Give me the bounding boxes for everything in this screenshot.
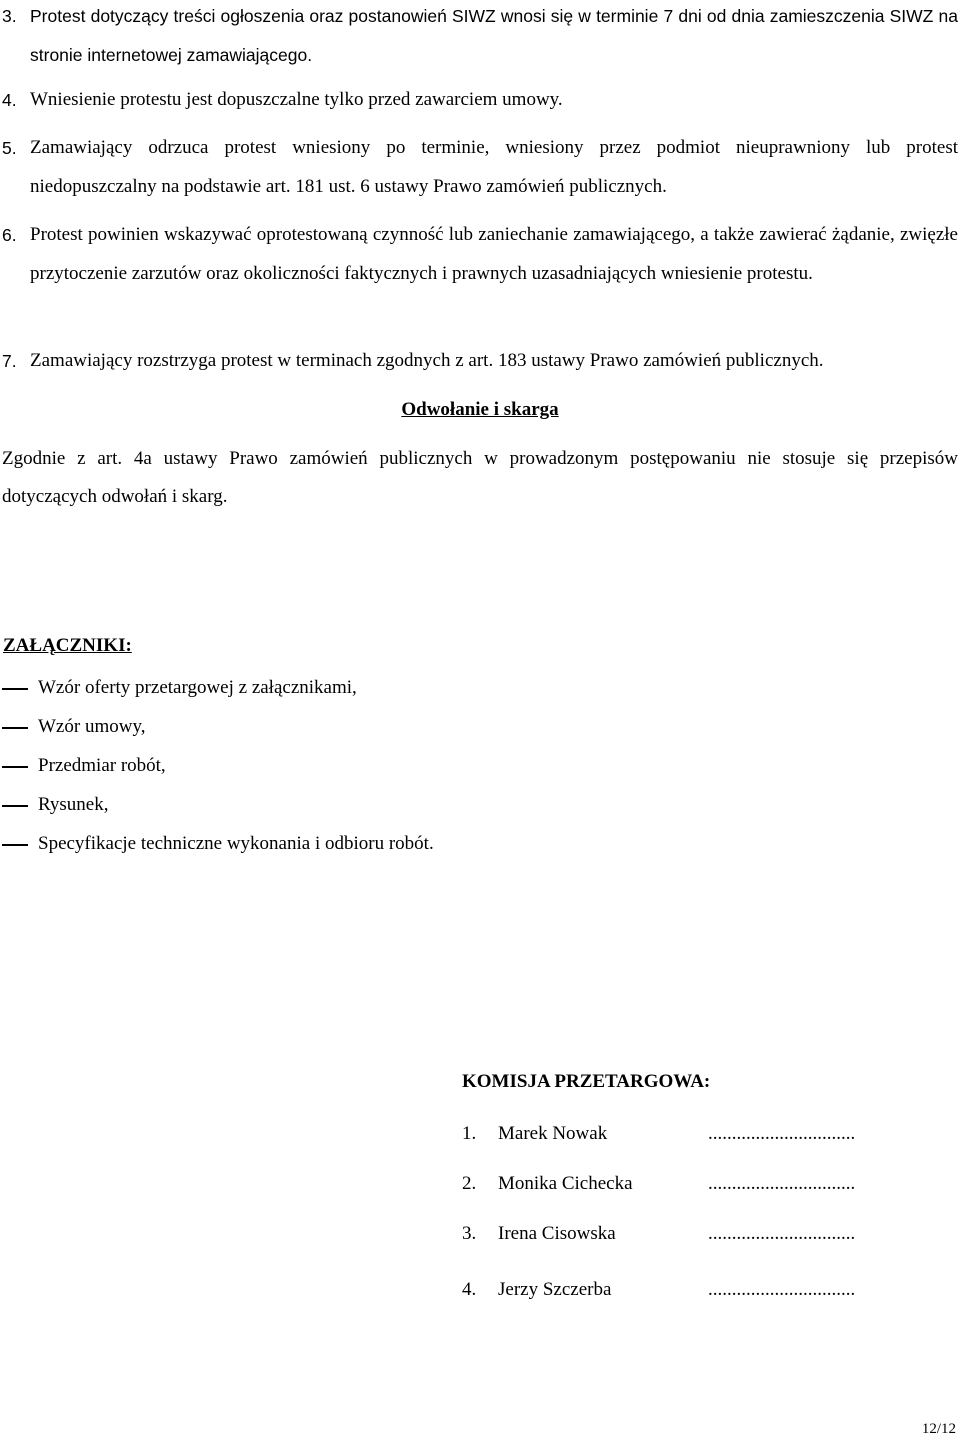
attachment-item xyxy=(0,830,700,869)
member-name: Monika Cichecka xyxy=(498,1173,633,1194)
attachment-label: Rysunek, xyxy=(38,794,109,815)
commission-heading: KOMISJA PRZETARGOWA: xyxy=(462,1071,711,1092)
attachment-item xyxy=(0,674,700,713)
page-number: 12/12 xyxy=(921,1421,956,1437)
signature-line: ............................... xyxy=(708,1223,856,1244)
member-number: 1. xyxy=(462,1123,477,1144)
list-item-3 xyxy=(2,0,958,74)
dash-bullet-icon xyxy=(2,688,28,690)
list-item-text: Protest powinien wskazywać oprotestowaną czynność lub zaniechanie zamawiającego, a także zawierać żądanie, zwięzłe przytoczenie zarzutów oraz okoliczności faktycznych i prawnych uzasadniających wniesienie protestu. xyxy=(30,224,958,284)
attachments-list xyxy=(0,674,700,869)
member-number: 4. xyxy=(462,1279,477,1300)
list-item-5 xyxy=(2,129,958,206)
dash-bullet-icon xyxy=(2,727,28,729)
commission-member xyxy=(462,1220,942,1248)
list-item-7 xyxy=(2,342,958,381)
dash-bullet-icon xyxy=(2,844,28,846)
section-paragraph-appeals: Zgodnie z art. 4a ustawy Prawo zamówień publicznych w prowadzonym postępowaniu nie stosuje się przepisów dotyczących odwołań i skarg. xyxy=(2,448,958,507)
member-name: Marek Nowak xyxy=(498,1123,608,1144)
list-item-number: 4. xyxy=(2,90,17,110)
signature-line: ............................... xyxy=(708,1173,856,1194)
signature-line: ............................... xyxy=(708,1279,856,1300)
attachment-label: Wzór umowy, xyxy=(38,716,146,737)
list-item-number: 7. xyxy=(2,351,17,371)
list-item-number: 6. xyxy=(2,225,17,245)
member-number: 3. xyxy=(462,1223,477,1244)
member-name: Jerzy Szczerba xyxy=(498,1279,612,1300)
commission-member xyxy=(462,1120,942,1148)
commission-member xyxy=(462,1170,942,1198)
commission-block xyxy=(462,1068,942,1300)
list-item-6 xyxy=(2,216,958,293)
attachment-item xyxy=(0,791,700,830)
dash-bullet-icon xyxy=(2,805,28,807)
dash-bullet-icon xyxy=(2,766,28,768)
attachment-item xyxy=(0,752,700,791)
list-item-text: Protest dotyczący treści ogłoszenia oraz postanowień SIWZ wnosi się w terminie 7 dni od dnia zamieszczenia SIWZ na stronie internetowej zamawiającego. xyxy=(30,6,958,65)
list-item-4 xyxy=(2,81,958,120)
attachments-heading: ZAŁĄCZNIKI: xyxy=(3,635,132,656)
list-item-text: Zamawiający odrzuca protest wniesiony po terminie, wniesiony przez podmiot nieuprawniony lub protest niedopuszczalny na podstawie art. 181 ust. 6 ustawy Prawo zamówień publicznych. xyxy=(30,137,958,197)
list-item-text: Zamawiający rozstrzyga protest w terminach zgodnych z art. 183 ustawy Prawo zamówień publicznych. xyxy=(30,350,824,371)
list-item-number: 3. xyxy=(2,6,17,26)
attachment-item xyxy=(0,713,700,752)
attachment-label: Przedmiar robót, xyxy=(38,755,166,776)
member-number: 2. xyxy=(462,1173,477,1194)
commission-member xyxy=(462,1276,942,1304)
member-name: Irena Cisowska xyxy=(498,1223,616,1244)
attachment-label: Wzór oferty przetargowej z załącznikami, xyxy=(38,677,357,698)
signature-line: ............................... xyxy=(708,1123,856,1144)
list-item-text: Wniesienie protestu jest dopuszczalne tylko przed zawarciem umowy. xyxy=(30,89,563,110)
section-heading-appeals: Odwołanie i skarga xyxy=(401,399,559,420)
list-item-number: 5. xyxy=(2,138,17,158)
attachment-label: Specyfikacje techniczne wykonania i odbioru robót. xyxy=(38,833,434,854)
